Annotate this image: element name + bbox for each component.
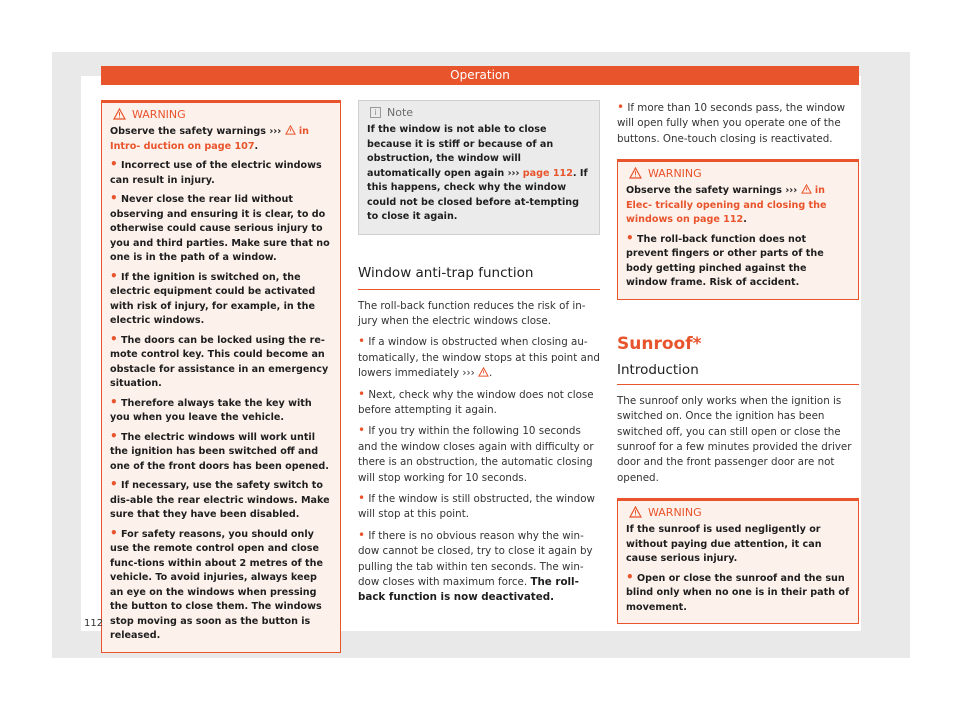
bullet-icon: •: [626, 230, 634, 245]
list-item: • The roll-back function does not prevent fingers or other parts of the body getting pinched against the window frame. Risk of accident.: [626, 230, 824, 289]
note-label: Note: [387, 105, 414, 119]
bullet-icon: •: [110, 268, 118, 283]
bullet-icon: •: [358, 386, 366, 401]
page-number: 112: [84, 618, 104, 629]
bullet-icon: •: [110, 477, 118, 491]
bullet-icon: •: [358, 527, 366, 542]
paragraph: The sunroof only works when the ignition is switched on. Once the ignition has been switched off, you can still open or close the sunroof for a few minutes provided the driver door and the front passenger door are not opened.: [617, 394, 852, 484]
list-item: • If more than 10 seconds pass, the window will open fully when you operate one of the buttons. One-touch closing is reactivated.: [617, 100, 846, 145]
warning-ref-in: in Intro-: [110, 126, 310, 152]
reference-arrows: ›››: [462, 367, 475, 380]
continued-text: [617, 100, 859, 147]
note-box: [358, 100, 600, 235]
warning-triangle-icon: [285, 125, 296, 135]
bullet-icon: •: [110, 331, 118, 346]
bullet-icon: •: [110, 394, 118, 409]
warning-header: [626, 162, 850, 184]
reference-arrows: ›››: [269, 126, 282, 137]
info-icon: i: [370, 107, 381, 118]
bullet-icon: •: [110, 157, 118, 171]
warning-triangle-icon: [478, 367, 489, 377]
list-item: • The electric windows will work until the ignition has been switched off and one of the front doors has been opened.: [110, 428, 329, 472]
warning-box: [101, 100, 341, 653]
bullet-icon: •: [358, 490, 366, 505]
warning-triangle-icon: [629, 506, 642, 518]
bullet-icon: •: [358, 334, 366, 349]
list-item: • If the ignition is switched on, the electric equipment could be activated with risk of injury, for example, in the electric windows.: [110, 268, 316, 326]
warning-label: WARNING: [648, 166, 702, 180]
list-item: • Next, check why the window does not close before attempting it again.: [358, 386, 594, 416]
warning-box: [617, 498, 859, 624]
note-header: [367, 101, 591, 123]
warning-intro: Observe the safety warnings ››› in Elec- trically opening and closing the windows on page 112.: [626, 185, 827, 226]
list-item: • Open or close the sunroof and the sun blind only when no one is in their path of movement.: [626, 569, 850, 613]
warning-label: WARNING: [648, 505, 702, 519]
bullet-icon: •: [617, 100, 625, 114]
warning-intro: Observe the safety warnings ››› in Intro- duction on page 107.: [110, 126, 310, 152]
section-title: Introduction: [617, 362, 859, 385]
list-item: • Incorrect use of the electric windows can result in injury.: [110, 157, 322, 186]
warning-intro: If the sunroof is used negligently or without paying due attention, it can cause serious injury.: [626, 524, 822, 565]
warning-header: [110, 103, 332, 125]
list-item: • If the window is still obstructed, the window will stop at this point.: [358, 490, 595, 521]
warning-triangle-icon: [801, 184, 812, 194]
warning-triangle-icon: [629, 167, 642, 179]
warning-ref-link[interactable]: duction on page 107: [143, 140, 255, 152]
chapter-header: Operation: [101, 66, 859, 85]
bullet-icon: •: [358, 423, 366, 438]
reference-arrows: ›››: [785, 185, 798, 197]
warning-ref-in: in Elec-: [626, 185, 826, 211]
column-2: [358, 100, 600, 606]
column-1: [101, 100, 341, 653]
reference-arrows: ›››: [507, 167, 520, 179]
warning-triangle-icon: [113, 108, 126, 120]
list-item: • Never close the rear lid without observing and ensuring it is clear, to do otherwise could cause serious injury to you and third parties. Make sure that no one is in the path of a window.: [110, 191, 330, 263]
bullet-icon: •: [110, 525, 118, 540]
list-item: • If necessary, use the safety switch to dis-able the rear electric windows. Make sure that they have been disabled.: [110, 477, 330, 520]
bullet-icon: •: [110, 428, 118, 443]
list-item: • If you try within the following 10 seconds and the window closes again with difficulty or there is an obstruction, the automatic closing will stop working for 10 seconds.: [358, 423, 594, 484]
emphasis-text: The roll-back function is now deactivated.: [358, 576, 579, 604]
chapter-title: Sunroof*: [617, 333, 702, 354]
bullet-icon: •: [110, 191, 118, 205]
section-body: [358, 299, 600, 606]
note-ref-link[interactable]: page 112: [522, 167, 573, 179]
list-item: • If there is no obvious reason why the win-dow cannot be closed, try to close it again by pulling the tab within ten seconds. The win-dow closes with maximum force. The roll-back function is now deactivated.: [358, 527, 593, 604]
list-item: • For safety reasons, you should only use the remote control open and close func-tions within about 2 metres of the vehicle. To avoid injuries, always keep an eye on the windows when pressing the button to close them. The windows stop moving as soon as the button is released.: [110, 525, 323, 641]
section-title: Window anti-trap function: [358, 265, 600, 290]
bullet-icon: •: [626, 569, 634, 584]
column-3: [617, 100, 859, 624]
warning-ref-link[interactable]: trically opening and closing the windows on page 112: [626, 199, 827, 226]
warning-header: [626, 501, 850, 523]
section-body: [617, 394, 859, 486]
list-item: • Therefore always take the key with you when you leave the vehicle.: [110, 394, 312, 423]
warning-label: WARNING: [132, 107, 186, 121]
note-text: If the window is not able to close because it is stiff or because of an obstruction, the window will automatically open again ››› page 112. If this happens, check why the window could not be closed before at-tempting to close it again.: [367, 124, 588, 222]
warning-box: [617, 159, 859, 300]
list-item: • The doors can be locked using the re-mote control key. This could become an obstacle for assistance in an emergency situation.: [110, 331, 329, 389]
list-item: • If a window is obstructed when closing au-tomatically, the window stops at this point and lowers immediately ››› .: [358, 334, 600, 380]
paragraph: The roll-back function reduces the risk of in-jury when the electric windows close.: [358, 299, 586, 327]
